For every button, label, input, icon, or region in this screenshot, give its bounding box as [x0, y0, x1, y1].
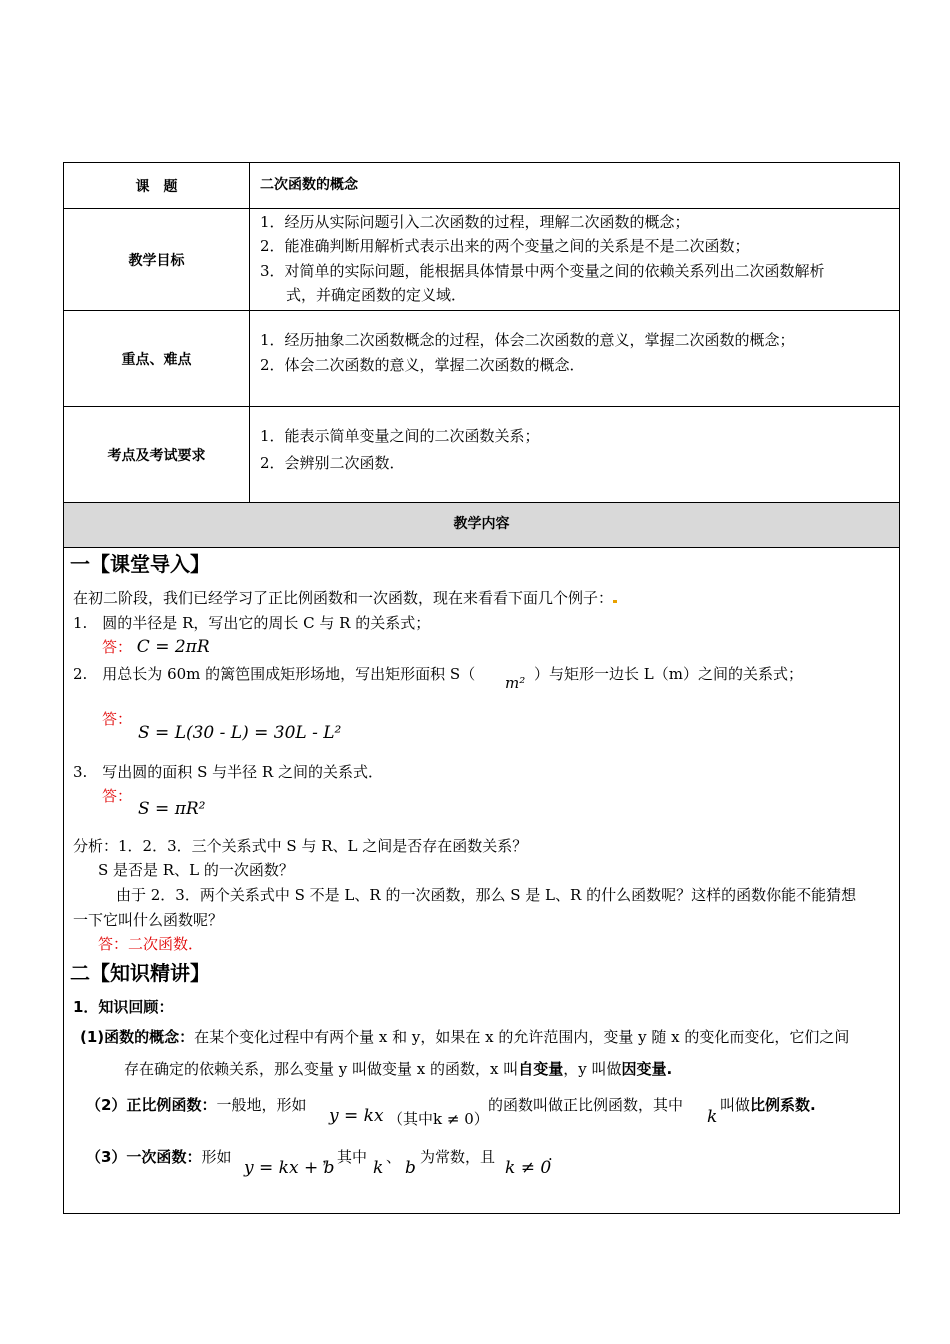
linear-text-2: 为常数，且	[420, 1148, 496, 1166]
linear-k: k	[373, 1158, 384, 1178]
key-point-item: 2．体会二次函数的意义，掌握二次函数的概念．	[260, 356, 585, 374]
answer-3: S = πR²	[138, 799, 206, 819]
goal-item: 1．经历从实际问题引入二次函数的过程，理解二次函数的概念；	[260, 213, 690, 231]
analysis-line-2: S 是否是 R、L 的一次函数？	[98, 861, 294, 879]
key-points-label: 重点、难点	[64, 311, 250, 406]
goal-item: 3．对简单的实际问题，能根据具体情景中两个变量之间的依赖关系列出二次函数解析	[260, 262, 825, 280]
proportional-condition: （其中k ≠ 0）	[388, 1110, 489, 1128]
key-points-row	[64, 311, 899, 407]
answer-2-label: 答：	[102, 710, 133, 728]
linear-function-definition: （3）一次函数：形如	[86, 1148, 232, 1166]
exam-points-row	[64, 407, 899, 503]
final-answer: 答：二次函数．	[98, 935, 204, 953]
question-2-rest: ）与矩形一边长 L（m）之间的关系式；	[534, 665, 803, 683]
goals-label: 教学目标	[64, 209, 250, 310]
exam-points-label: 考点及考试要求	[64, 407, 250, 502]
function-definition-line-1: (1)函数的概念：在某个变化过程中有两个量 x 和 y，如果在 x 的允许范围内，变量 y 随 x 的变化而变化，它们之间	[80, 1028, 850, 1046]
section2-heading: 二【知识精讲】	[70, 961, 210, 985]
content-header-row	[64, 503, 899, 548]
linear-formula: y = kx + b	[244, 1158, 335, 1178]
question-2: 2. 用总长为 60m 的篱笆围成矩形场地，写出矩形面积 S（	[73, 665, 476, 683]
answer-2: S = L(30 - L) = 30L - L²	[138, 723, 342, 743]
content-header: 教学内容	[453, 516, 510, 532]
goals-row	[64, 209, 899, 311]
edit-mark-icon	[613, 600, 617, 603]
key-point-item: 1．经历抽象二次函数概念的过程，体会二次函数的意义，掌握二次函数的概念；	[260, 331, 795, 349]
goal-item: 2．能准确判断用解析式表示出来的两个变量之间的关系是不是二次函数；	[260, 237, 750, 255]
answer-3-label: 答：	[102, 787, 133, 805]
topic-value: 二次函数的概念	[260, 177, 358, 193]
lesson-table	[63, 162, 900, 1214]
answer-1: 答： C = 2πR	[102, 637, 210, 657]
goal-item: 式，并确定函数的定义域．	[286, 286, 467, 304]
exam-point-item: 1．能表示简单变量之间的二次函数关系；	[260, 427, 540, 445]
proportional-k: k	[707, 1107, 718, 1127]
linear-separator: 、	[386, 1148, 402, 1166]
exam-point-item: 2．会辨别二次函数．	[260, 454, 405, 472]
intro-line: 在初二阶段，我们已经学习了正比例函数和一次函数，现在来看看下面几个例子：	[73, 587, 617, 608]
knowledge-review-title: 1．知识回顾：	[73, 998, 174, 1016]
proportional-coefficient: 叫做比例系数.	[720, 1096, 816, 1114]
question-1: 1. 圆的半径是 R，写出它的周长 C 与 R 的关系式；	[73, 614, 431, 632]
topic-label: 课 题	[64, 163, 250, 208]
linear-end: .	[548, 1146, 553, 1164]
question-2-unit: m²	[505, 674, 526, 692]
proportional-function-definition: （2）正比例函数：一般地，形如	[86, 1096, 307, 1114]
analysis-line-3: 由于 2．3．两个关系式中 S 不是 L、R 的一次函数，那么 S 是 L、R 的什么函数呢？这样的函数你能不能猜想	[116, 886, 857, 904]
question-3: 3. 写出圆的面积 S 与半径 R 之间的关系式．	[73, 763, 383, 781]
analysis-line-4: 一下它叫什么函数呢？	[73, 911, 224, 929]
linear-b: b	[405, 1158, 416, 1178]
section1-heading: 一【课堂导入】	[70, 552, 210, 576]
linear-condition: k ≠ 0	[505, 1158, 552, 1178]
linear-text-1: ，其中	[322, 1148, 368, 1166]
analysis-line-1: 分析：1．2．3．三个关系式中 S 与 R、L 之间是否存在函数关系？	[73, 837, 528, 855]
proportional-formula: y = kx	[329, 1106, 384, 1126]
function-definition-line-2: 存在确定的依赖关系，那么变量 y 叫做变量 x 的函数，x 叫自变量，y 叫做因变量.	[124, 1060, 673, 1078]
proportional-text: 的函数叫做正比例函数，其中	[488, 1096, 684, 1114]
topic-row	[64, 163, 899, 209]
content-area	[64, 548, 899, 1213]
